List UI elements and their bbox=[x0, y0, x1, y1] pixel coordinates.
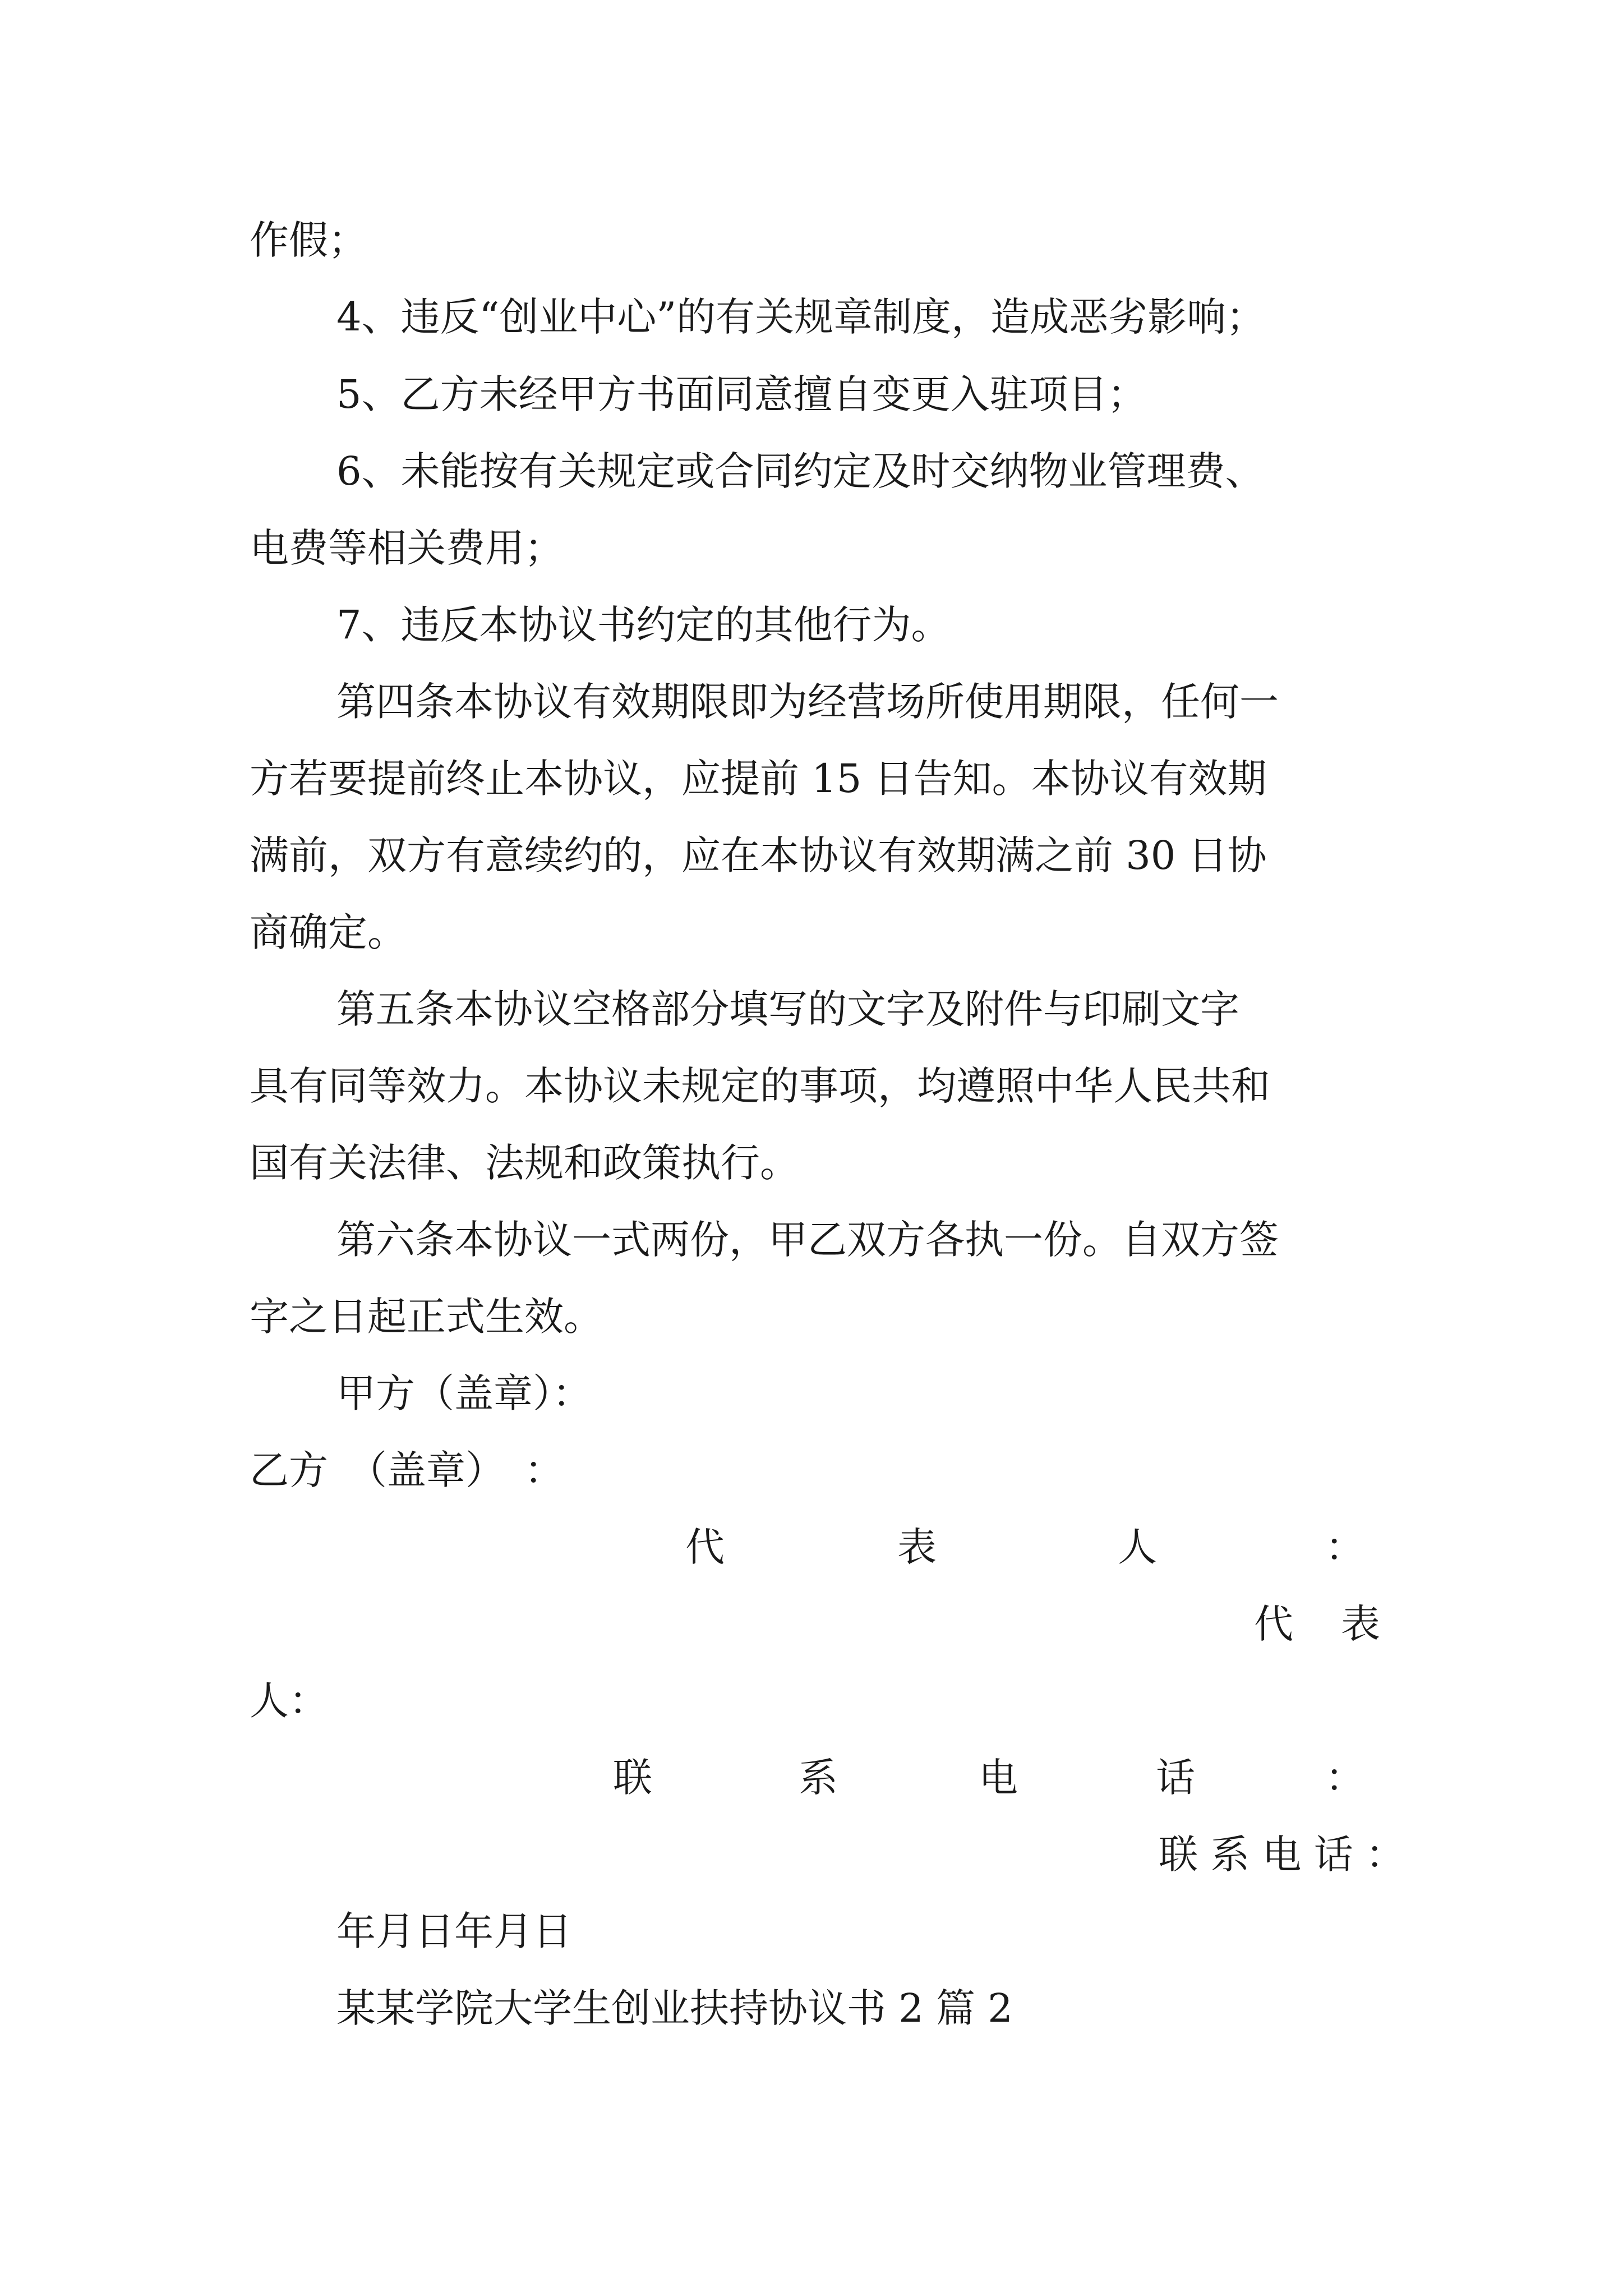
text-line: 第五条本协议空格部分填写的文字及附件与印刷文字 bbox=[336, 986, 1239, 1032]
text-line: 作假； bbox=[250, 217, 367, 263]
next-section-title: 某某学院大学生创业扶持协议书 2 篇 2 bbox=[336, 1985, 1013, 2031]
phone-a-char: 系 bbox=[799, 1755, 838, 1801]
text-line: 方若要提前终止本协议，应提前 15 日告知。本协议有效期 bbox=[250, 756, 1267, 802]
text-line: 5、乙方未经甲方书面同意擅自变更入驻项目； bbox=[336, 371, 1147, 417]
text-line: 国有关法律、法规和政策执行。 bbox=[250, 1140, 799, 1186]
rep-a-char: 代 bbox=[685, 1524, 725, 1570]
rep-b-char: 表 bbox=[1341, 1601, 1380, 1647]
phone-a-char: 联 bbox=[613, 1755, 652, 1801]
text-line: 4、违反“创业中心”的有关规章制度，造成恶劣影响； bbox=[336, 294, 1266, 340]
rep-a-char: 表 bbox=[897, 1524, 937, 1570]
text-line: 第六条本协议一式两份，甲乙双方各执一份。自双方签 bbox=[336, 1217, 1279, 1263]
rep-a-char: ： bbox=[1325, 1524, 1364, 1570]
text-line: 7、违反本协议书约定的其他行为。 bbox=[336, 602, 951, 648]
text-line: 满前，双方有意续约的，应在本协议有效期满之前 30 日协 bbox=[250, 832, 1267, 878]
rep-a-char: 人 bbox=[1118, 1524, 1157, 1570]
text-line: 6、未能按有关规定或合同约定及时交纳物业管理费、 bbox=[336, 448, 1265, 494]
phone-a-char: 电 bbox=[979, 1755, 1018, 1801]
party-b-seal: 乙方 （盖章） ： bbox=[250, 1447, 564, 1493]
party-a-seal: 甲方（盖章）： bbox=[336, 1370, 592, 1416]
text-line: 具有同等效力。本协议未规定的事项，均遵照中华人民共和 bbox=[250, 1063, 1270, 1109]
text-line: 电费等相关费用； bbox=[250, 525, 564, 571]
phone-a-char: 话 bbox=[1156, 1755, 1195, 1801]
text-line: 商确定。 bbox=[250, 909, 407, 955]
phone-a-char: ： bbox=[1325, 1755, 1364, 1801]
text-line: 字之日起正式生效。 bbox=[250, 1294, 603, 1340]
signing-date: 年月日年月日 bbox=[336, 1908, 572, 1954]
phone-b-label: 联 系 电 话 ： bbox=[1159, 1832, 1405, 1878]
rep-b-continuation: 人： bbox=[250, 1678, 328, 1724]
text-line: 第四条本协议有效期限即为经营场所使用期限，任何一 bbox=[336, 679, 1279, 725]
rep-b-char: 代 bbox=[1254, 1601, 1293, 1647]
